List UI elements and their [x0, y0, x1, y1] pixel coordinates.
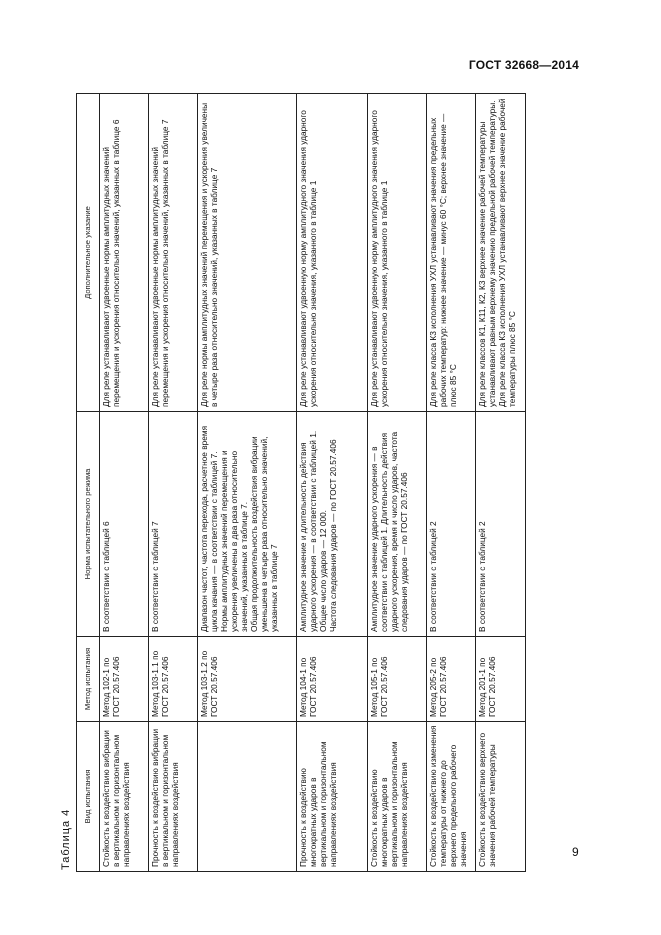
table-row: [476, 94, 526, 872]
note-line: Для реле класса К3 исполнения УХЛ устанавливают верхнее значение рабочей температуры плюс 85 °С: [496, 98, 517, 407]
note-line: Для реле класса К3 исполнения УХЛ устанавливают значения предельных рабочих температур: нижнее значение — минус 60 °С; верхнее значение — плюс 85 °С: [428, 113, 458, 407]
table-caption: Таблица 4: [60, 808, 72, 870]
test-norm-cell: [198, 412, 297, 637]
column-header: Метод испытания: [77, 637, 100, 722]
test-type-cell: Стойкость к воздействию вибрации в вертикальном и горизонтальном направлениях воздействия: [100, 722, 149, 872]
document-standard-number: ГОСТ 32668—2014: [468, 58, 579, 72]
table-row: [368, 94, 427, 872]
norm-line: Амплитудное значение ударного ускорения — в соответствии с таблицей 1. Длительность действия ударного ускорения, время и число ударов, частота следования ударов — по ГОСТ 20.57.406: [369, 431, 409, 632]
norm-line: В соответствии с таблицей 2: [477, 521, 487, 632]
test-norm-cell: [368, 412, 427, 637]
additional-note-cell: [476, 94, 526, 412]
additional-note-cell: [368, 94, 427, 412]
table-row: [297, 94, 368, 872]
test-norm-cell: [100, 412, 149, 637]
test-type-cell: Стойкость к воздействию изменения температуры от нижнего до верхнего предельного рабочего значения: [427, 722, 476, 872]
column-header: Вид испытания: [77, 722, 100, 872]
column-header: Норма испытательного режима: [77, 412, 100, 637]
test-method-cell: Метод 201-1 по ГОСТ 20.57.406: [476, 637, 526, 722]
table-row: [198, 94, 297, 872]
rotated-table-block: [56, 94, 542, 872]
additional-note-cell: [297, 94, 368, 412]
norm-line: Частота следования ударов — по ГОСТ 20.57.406: [327, 439, 338, 632]
column-header: Дополнительное указание: [77, 94, 100, 412]
table-row: [427, 94, 476, 872]
norm-line: Амплитудное значение и длительность действия ударного ускорения — в соответствии с таблицей 1.: [298, 430, 318, 632]
additional-note-cell: [100, 94, 149, 412]
note-line: Для реле устанавливают удвоенные нормы амплитудных значений перемещения и ускорения относительно значений, указанных в таблице 6: [101, 119, 121, 407]
test-type-cell: Стойкость к воздействию многократных ударов в вертикальном и горизонтальном направлениях воздействия: [368, 722, 427, 872]
note-line: Для реле устанавливают удвоенную норму амплитудного значения ударного ускорения относительно значения, указанного в таблице 1: [369, 110, 389, 407]
norm-line: Нормы амплитудных значений перемещения и ускорения увеличены в два раза относительно значений, указанных в таблице 7.: [218, 450, 249, 632]
test-norm-cell: [149, 412, 198, 637]
norm-line: Диапазон частот, частота перехода, расчетное время цикла качания — в соответствии с таблицей 7.: [199, 425, 219, 632]
test-method-cell: Метод 104-1 по ГОСТ 20.57.406: [297, 637, 368, 722]
test-method-cell: Метод 103-1.2 по ГОСТ 20.57.406: [198, 637, 297, 722]
test-norm-cell: [476, 412, 526, 637]
norm-line: В соответствии с таблицей 6: [101, 521, 111, 632]
test-type-cell: Прочность к воздействию вибрации в вертикальном и горизонтальном направлениях воздействия: [149, 722, 198, 872]
norm-line: Общее число ударов — 12 000.: [317, 510, 328, 632]
additional-note-cell: [198, 94, 297, 412]
test-type-cell: Прочность к воздействию многократных ударов в вертикальном и горизонтальном направлениях воздействия: [297, 722, 368, 872]
test-type-cell: [198, 722, 297, 872]
note-line: Для реле устанавливают удвоенные нормы амплитудных значений перемещения и ускорения относительно значений, указанных в таблице 7: [150, 119, 170, 407]
norm-line: Общая продолжительность воздействия вибрации уменьшена в четыре раза относительно значений, указанных в таблице 7: [248, 436, 279, 632]
table-row: [100, 94, 149, 872]
test-norm-cell: [427, 412, 476, 637]
table-row: [149, 94, 198, 872]
additional-note-cell: [427, 94, 476, 412]
test-method-cell: Метод 205-2 по ГОСТ 20.57.406: [427, 637, 476, 722]
page-number: 9: [572, 845, 579, 859]
additional-note-cell: [149, 94, 198, 412]
note-line: Для реле нормы амплитудных значений перемещения и ускорения увеличены в четыре раза относительно значений, указанных в таблице 7: [199, 102, 219, 407]
test-method-cell: Метод 103-1.1 по ГОСТ 20.57.406: [149, 637, 198, 722]
note-line: Для реле устанавливают удвоенную норму амплитудного значения ударного ускорения относительно значения, указанного в таблице 1: [298, 110, 318, 407]
test-type-cell: Стойкость к воздействию верхнего значения рабочей температуры: [476, 722, 526, 872]
test-requirements-table: [76, 93, 526, 872]
test-norm-cell: [297, 412, 368, 637]
test-method-cell: Метод 102-1 по ГОСТ 20.57.406: [100, 637, 149, 722]
table-header-row: [77, 94, 100, 872]
norm-line: В соответствии с таблицей 7: [150, 521, 160, 632]
norm-line: В соответствии с таблицей 2: [428, 521, 438, 632]
note-line: Для реле классов К1, К11, К2, К3 верхнее значение рабочей температуры устанавливают равным верхнему значению предельной рабочей температуры.: [477, 100, 497, 407]
test-method-cell: Метод 105-1 по ГОСТ 20.57.406: [368, 637, 427, 722]
